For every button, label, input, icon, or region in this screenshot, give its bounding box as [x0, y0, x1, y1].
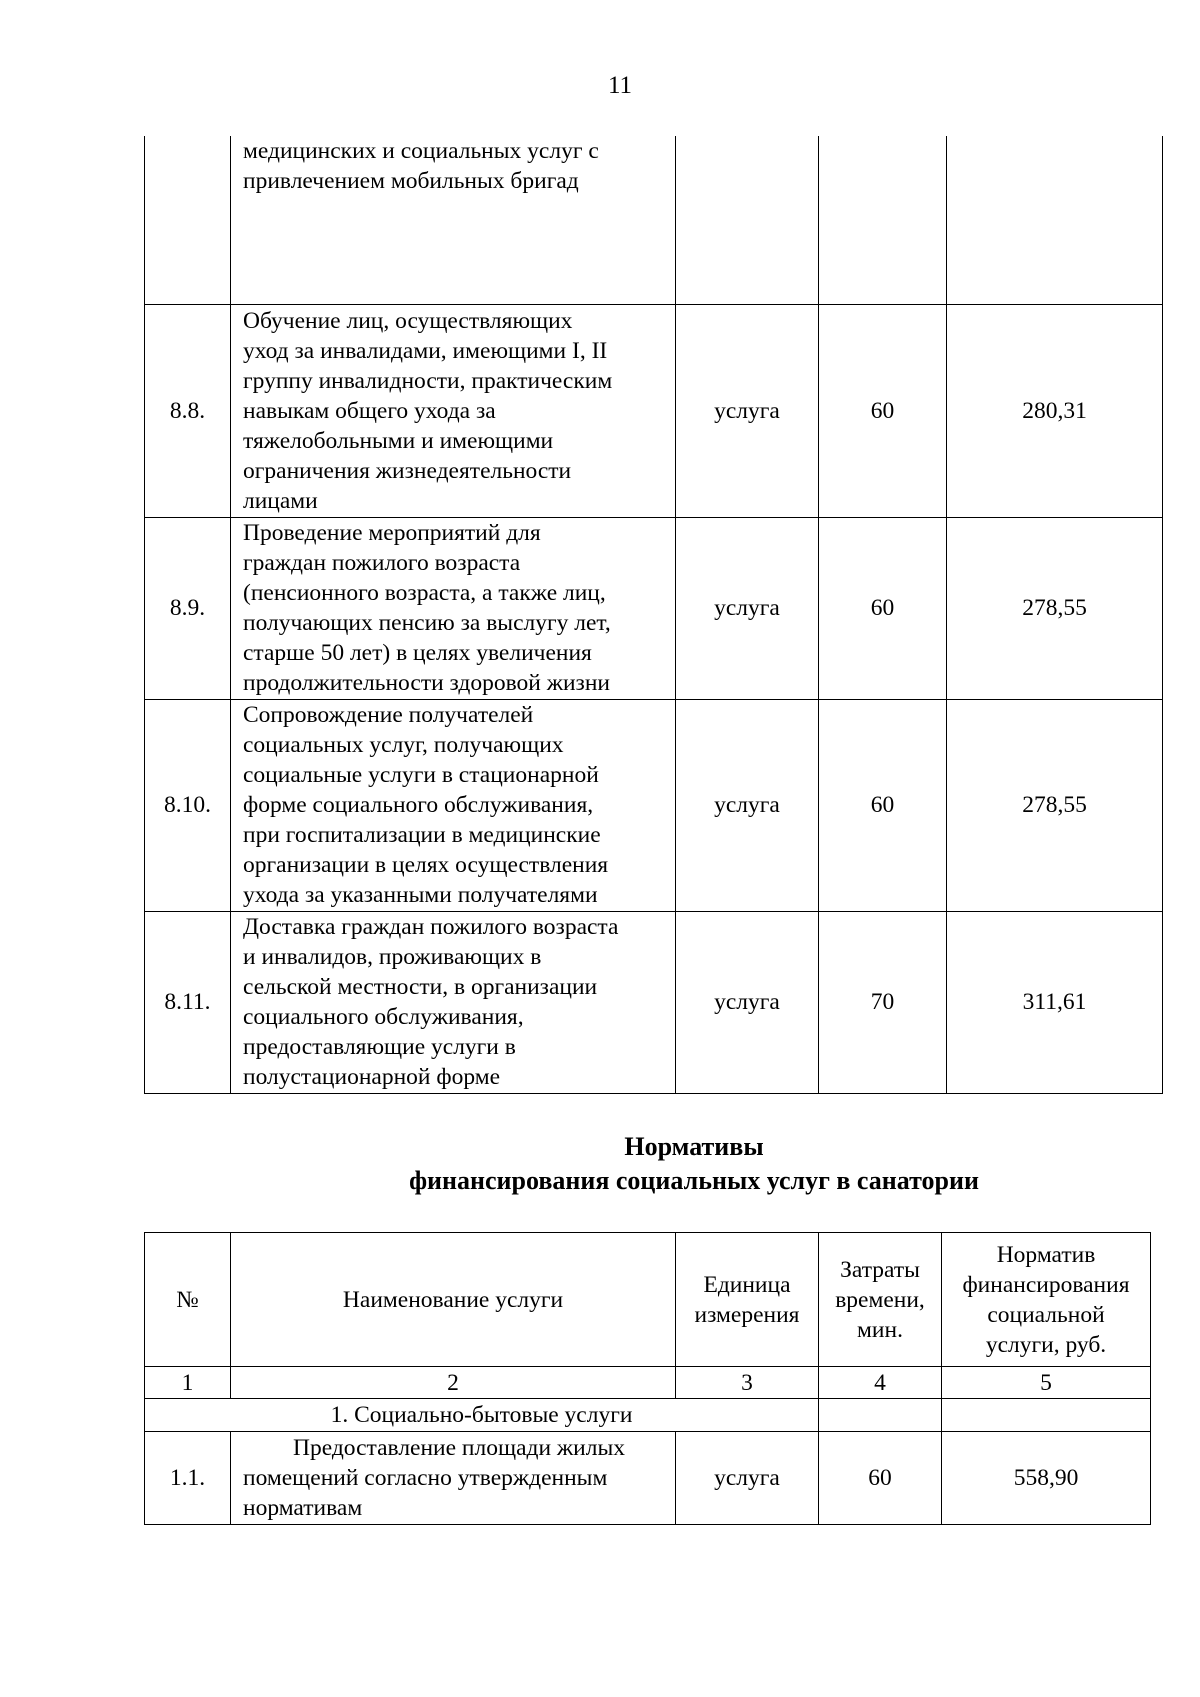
column-index: 1 [145, 1367, 231, 1399]
number-cell: 8.8. [145, 304, 231, 517]
time-cell: 60 [819, 699, 947, 911]
description-line: при госпитализации в медицинские [243, 822, 601, 848]
description-line: и инвалидов, проживающих в [243, 944, 542, 970]
description-line: граждан пожилого возраста [243, 550, 521, 576]
sanatorium-norms-table [144, 1232, 1151, 1525]
category-row [145, 1399, 1151, 1432]
time-cell: 70 [819, 911, 947, 1093]
header-unit [676, 1233, 819, 1367]
description-line: организации в целях осуществления [243, 852, 609, 878]
header-line: Затраты [840, 1256, 920, 1283]
norm-cell [947, 136, 1163, 304]
header-line: измерения [694, 1301, 800, 1328]
unit-cell: услуга [676, 1432, 819, 1525]
description-line: ухода за указанными получателями [243, 882, 598, 908]
description-line: нормативам [243, 1495, 363, 1521]
description-line: ограничения жизнедеятельности [243, 457, 572, 484]
description-line: продолжительности здоровой жизни [243, 670, 610, 696]
service-description-cell [231, 699, 676, 911]
time-cell: 60 [819, 304, 947, 517]
section-title [144, 1130, 1200, 1198]
header-time [819, 1233, 942, 1367]
header-row [145, 1233, 1151, 1367]
number-cell: 8.11. [145, 911, 231, 1093]
description-line: лицами [243, 487, 318, 514]
description-line: Предоставление площади жилых [292, 1435, 626, 1461]
description-line: уход за инвалидами, имеющими I, II [243, 337, 608, 364]
service-description-cell [231, 1432, 676, 1525]
service-description-cell [231, 517, 676, 699]
page-number: 11 [607, 72, 633, 99]
header-line: Единица [703, 1271, 791, 1298]
column-index: 2 [231, 1367, 676, 1399]
table-row [145, 1432, 1151, 1525]
service-description-cell [231, 304, 676, 517]
table-row [145, 699, 1163, 911]
description-line: (пенсионного возраста, а также лиц, [243, 580, 606, 606]
header-line: социальной [987, 1301, 1105, 1328]
column-index: 4 [819, 1367, 942, 1399]
norm-cell: 278,55 [947, 517, 1163, 699]
description-line: помещений согласно утвержденным [243, 1465, 608, 1491]
description-line: привлечением мобильных бригад [243, 168, 579, 194]
description-line: сельской местности, в организации [243, 974, 598, 1000]
description-line: форме социального обслуживания, [243, 792, 594, 818]
header-line: времени, [835, 1286, 925, 1313]
time-cell: 60 [819, 1432, 942, 1525]
description-line: Проведение мероприятий для [243, 520, 541, 546]
norm-cell: 311,61 [947, 911, 1163, 1093]
category-label: 1. Социально-бытовые услуги [145, 1399, 819, 1432]
description-line: социальные услуги в стационарной [243, 762, 599, 788]
header-line: Норматив [996, 1241, 1096, 1268]
header-number: № [145, 1233, 231, 1367]
continued-services-table [144, 136, 1163, 1094]
description-line: тяжелобольными и имеющими [243, 427, 554, 454]
table-row [145, 517, 1163, 699]
number-cell: 8.9. [145, 517, 231, 699]
unit-cell: услуга [676, 911, 819, 1093]
description-line: Обучение лиц, осуществляющих [243, 307, 573, 334]
description-line: Сопровождение получателей [243, 702, 534, 728]
column-index: 3 [676, 1367, 819, 1399]
description-line: полустационарной форме [243, 1064, 501, 1090]
header-norm [942, 1233, 1151, 1367]
table-row-continued [145, 136, 1163, 304]
description-line: навыкам общего ухода за [243, 397, 496, 424]
section-title-line2: финансирования социальных услуг в санатории [409, 1166, 979, 1195]
table-row [145, 911, 1163, 1093]
header-service-name: Наименование услуги [231, 1233, 676, 1367]
header-line: услуги, руб. [985, 1331, 1107, 1358]
number-cell: 8.10. [145, 699, 231, 911]
number-cell [145, 136, 231, 304]
description-line: Доставка граждан пожилого возраста [243, 914, 619, 940]
column-index-row [145, 1367, 1151, 1399]
description-line: социального обслуживания, [243, 1004, 524, 1030]
header-line: мин. [857, 1316, 903, 1343]
norm-cell: 558,90 [942, 1432, 1151, 1525]
norm-cell: 280,31 [947, 304, 1163, 517]
description-line: получающих пенсию за выслугу лет, [243, 610, 611, 636]
unit-cell: услуга [676, 699, 819, 911]
header-line: финансирования [962, 1271, 1130, 1298]
description-line: старше 50 лет) в целях увеличения [243, 640, 592, 666]
category-empty-cell [942, 1399, 1151, 1432]
section-title-line1: Нормативы [624, 1132, 764, 1161]
number-cell: 1.1. [145, 1432, 231, 1525]
category-empty-cell [819, 1399, 942, 1432]
description-line: предоставляющие услуги в [243, 1034, 516, 1060]
column-index: 5 [942, 1367, 1151, 1399]
time-cell [819, 136, 947, 304]
description-line: социальных услуг, получающих [243, 732, 564, 758]
time-cell: 60 [819, 517, 947, 699]
description-line: группу инвалидности, практическим [243, 367, 613, 394]
unit-cell [676, 136, 819, 304]
norm-cell: 278,55 [947, 699, 1163, 911]
unit-cell: услуга [676, 304, 819, 517]
unit-cell: услуга [676, 517, 819, 699]
service-description-cell [231, 136, 676, 304]
table-row [145, 304, 1163, 517]
description-line: медицинских и социальных услуг с [243, 138, 599, 164]
service-description-cell [231, 911, 676, 1093]
